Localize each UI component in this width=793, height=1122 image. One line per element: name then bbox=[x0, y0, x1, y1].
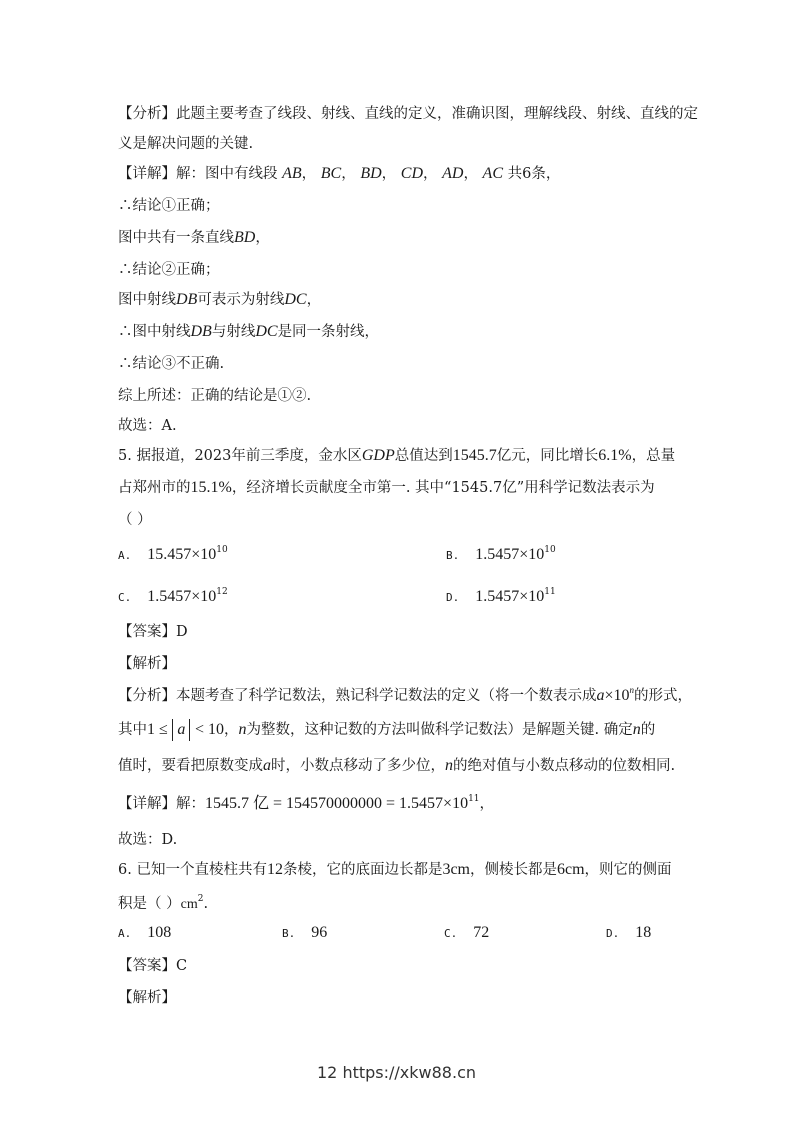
question-5-line-2: 占郑州市的15.1%，经济增长贡献度全市第一. 其中“1545.7亿”用科学记数法表示为 bbox=[118, 479, 655, 496]
analysis-line-1: 【分析】此题主要考查了线段、射线、直线的定义，准确识图，理解线段、射线、直线的定 bbox=[118, 106, 698, 122]
detail-line-9: 故选：A. bbox=[118, 418, 177, 434]
detail-line-6: ∴图中射线DB与射线DC是同一条射线， bbox=[118, 323, 380, 340]
question-6-line-1: 6. 已知一个直棱柱共有12条棱，它的底面边长都是3cm，侧棱长都是6cm，则它的侧面 bbox=[118, 861, 672, 878]
detail-line-5: 图中射线DB可表示为射线DC， bbox=[118, 291, 322, 308]
detail-line-2: ∴结论①正确； bbox=[118, 198, 220, 214]
question-6-line-2: 积是（ ）$cm^2$. bbox=[118, 894, 209, 912]
detail-line-7: ∴结论③不正确. bbox=[118, 356, 225, 372]
q5-jiexi-heading: 【解析】 bbox=[118, 656, 176, 672]
q6-option-a: A. 108 bbox=[118, 924, 172, 941]
segment-ad: AD bbox=[442, 165, 464, 182]
q5-option-d: D. $1.5457\times 10^{11}$ bbox=[446, 587, 556, 605]
q6-option-c: C. 72 bbox=[444, 924, 490, 941]
q5-detail: 【详解】解：1545.7 亿 = $154570000000 = 1.5457\times 10^{11}$， bbox=[118, 794, 495, 812]
segment-ab: AB bbox=[282, 165, 302, 182]
segment-cd: CD bbox=[400, 165, 423, 182]
question-5-paren: （ ） bbox=[118, 512, 152, 528]
segment-bd: BD bbox=[360, 165, 382, 182]
q5-answer: 【答案】D bbox=[118, 624, 188, 640]
absolute-value-a: a bbox=[172, 719, 190, 741]
detail-line-1: 【详解】解：图中有线段 AB， BC， BD， CD， AD， AC 共6条， bbox=[118, 165, 561, 182]
q5-option-a: A. $15.457\times 10^{10}$ bbox=[118, 545, 228, 563]
question-5-line-1: 5. 据报道，2023年前三季度，金水区GDP总值达到1545.7亿元，同比增长6.1%，总量 bbox=[118, 447, 676, 464]
detail-line-4: ∴结论②正确； bbox=[118, 262, 220, 278]
detail-line-3: 图中共有一条直线BD， bbox=[118, 229, 270, 246]
page-footer: 12 https://xkw88.cn bbox=[317, 1063, 476, 1082]
q5-analysis-line-3: 值时，要看把原数变成a时，小数点移动了多少位，n的绝对值与小数点移动的位数相同. bbox=[118, 757, 676, 774]
q5-analysis-line-1: 【分析】本题考查了科学记数法，熟记科学记数法的定义（将一个数表示成$a\times 10^n$的形式， bbox=[118, 685, 693, 704]
analysis-line-2: 义是解决问题的关键. bbox=[118, 136, 254, 152]
q6-option-b: B. 96 bbox=[282, 924, 328, 941]
q6-jiexi-heading: 【解析】 bbox=[118, 990, 176, 1006]
q6-answer: 【答案】C bbox=[118, 958, 188, 974]
q6-option-d: D. 18 bbox=[606, 924, 652, 941]
q5-option-c: C. $1.5457\times 10^{12}$ bbox=[118, 587, 228, 605]
segment-ac: AC bbox=[482, 165, 503, 182]
q5-analysis-line-2: 其中1 ≤ a < 10，n为整数，这种记数的方法叫做科学记数法）是解题关键. 确定n的 bbox=[118, 718, 655, 742]
q5-choose: 故选：D. bbox=[118, 832, 178, 848]
q5-option-b: B. $1.5457\times 10^{10}$ bbox=[446, 545, 556, 563]
segment-bc: BC bbox=[320, 165, 342, 182]
detail-line-8: 综上所述：正确的结论是①②. bbox=[118, 388, 312, 404]
